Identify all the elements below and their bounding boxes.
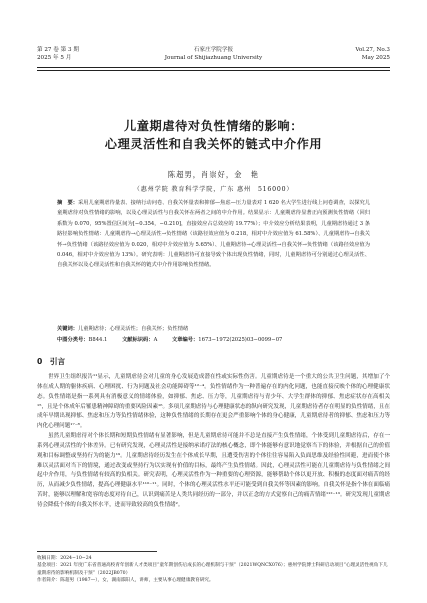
abstract-label: 摘 要： [57, 200, 79, 206]
article-number-label: 文章编号： [172, 337, 199, 343]
body-text [37, 373, 390, 511]
title-line-2: 心理灵活性和自我关怀的链式中介作用 [104, 136, 323, 151]
fund-info: 基金项目：2021 年度广东省普通高校青年创新人才类项目“童年期创伤后成长的心理机制与干预”（2021WQNCX076）；惠州学院博士科研启动项目“心理灵活性视角下儿童期虐待的影响机制及干预”（2022JB070） [37, 563, 388, 576]
keywords-text: 儿童期虐待；心理灵活性；自我关怀；负性情绪 [78, 326, 189, 332]
volume-issue-en [355, 47, 390, 62]
doc-code-value: A [153, 337, 158, 343]
keywords [57, 325, 370, 334]
keywords-label: 关键词： [57, 326, 78, 332]
journal-name [37, 47, 390, 62]
volume-label: 第 27 卷 第 3 期 [37, 47, 79, 53]
clc-label: 中图分类号： [57, 337, 89, 343]
article-title [37, 118, 390, 153]
paragraph: 世界卫生组织报告¹¹显示，儿童期虐待会对儿童的身心发展造成潜在性或实际性伤害。儿童期虐待是一个重大的公共卫生问题，其增加了个体在成人期的躯体疾病、心理困扰、行为问题及社会功能障碍等¹²⁻⁴。负性情绪作为一种普遍存在的内化问题，也能直接反映个体的心理健康状态。负性情绪是指一系列具有消极意义的情绪体验，如抑郁、焦虑、压力等，儿童期虐待与青少年、大学生群体的抑郁、焦虑症状存在高相关¹⁵，且是个体成年后罹患精神障碍的重要风险因素¹⁶。多项儿童期虐待与心理健康状态的纵向研究发现，儿童期虐待者存在明显的负性情绪，且在成年早期出现抑郁、焦虑和压力等负性情绪体验，这种负性情绪的长期存在更会严重影响个体的身心健康，儿童期虐待者的抑郁、焦虑和压力等内化心理问题¹⁷⁻⁸。 [37, 374, 390, 430]
footnote-rule [37, 551, 157, 552]
clc-value: B844.1 [88, 337, 108, 343]
journal-name-cn: 石家庄学院学报 [193, 47, 234, 53]
issue-date: 2025 年 5 月 [37, 54, 72, 61]
paragraph: 虽然儿童期虐待对个体长期和短期负性情绪有显著影响，但是儿童期虐待可能并不总是直接产生负性情绪，个体受到儿童期虐待后，存在一系列心理灵活性的个体差异。已有研究发现，心理灵活性是接纳承诺疗法的核心概念，即个体能够有意识地觉察当下的体验，并根据自己的价值观和目标调整或坚持行为的能力¹⁹。儿童期虐待经历发生在个体成长早期，且遭受伤害的个体往往容易陷入负面思维及经验性回避，进而使个体难以灵活面对当下的情境，通过改变或坚持行为以实现有价值的目标，最终产生负性情绪。因此，心理灵活性可能在儿童期虐待与负性情绪之间起中介作用，与负性情绪有较高的负相关。研究表明，心理灵活性作为一种重要的心理资源，能够帮助个体以更开放、积极的态度面对痛苦的经历，从而减少负性情绪，提高心理健康水平¹¹⁰⁻¹¹。同时，个体的心理灵活性水平还可能受到自我关怀等因素的影响。自我关怀是指个体在面临痛苦时，能够以理解和宽容的态度对待自己，认识到痛苦是人类共同经历的一部分，并以正念的方式觉察自己的痛苦情绪¹¹²⁻¹³。研究发现儿童期虐待会降低个体的自我关怀水平，进而导致较高的负性情绪²。 [37, 433, 390, 508]
header-rule [37, 67, 390, 71]
title-line-1: 儿童期虐待对负性情绪的影响： [123, 119, 304, 133]
issue-date-en: May 2025 [361, 54, 390, 61]
received-date: 收稿日期：2024−10−24 [37, 556, 92, 561]
authors: 陈超男，肖崇好，金 艳 [167, 170, 260, 179]
doc-code-label: 文献标识码： [122, 337, 154, 343]
abstract [57, 198, 370, 271]
affiliation: （惠州学院 教育科学学院，广东 惠州 516000） [133, 186, 294, 193]
volume-label-en: Vol.27, No.3 [355, 47, 390, 53]
footnotes [37, 555, 390, 585]
journal-name-en: Journal of Shijiazhuang University [164, 54, 263, 61]
article-number-value: 1673−1972(2025)03−0099−07 [198, 337, 283, 343]
abstract-text: 采用儿童期虐待量表、接纳行动问卷、自我关怀量表和抑郁—焦虑—压力量表对 1 620 名大学生进行线上问卷调查，以探究儿童期虐待对负性情绪的影响，以及心理灵活性与自我关怀在两者之间的中介作用。结果显示：儿童期虐待显著正向预测负性情绪（回归系数为 0.070，95%置信区间为[−0.354，−0.210]，直接效应占总效应的 19.77%）；中介效应分析结果表明，儿童期虐待通过 3 条路径影响负性情绪：儿童期虐待→心理灵活性→负性情绪（该路径效应值为 0.218，相对中介效应值为 61.58%）、儿童期虐待→自我关怀→负性情绪（该路径效应值为 0.020，相对中介效应值为 5.65%）、儿童期虐待→心理灵活性→自我关怀→负性情绪（该路径效应值为 0.046，相对中介效应值为 13%）。研究表明：儿童期虐待可直接导致个体出现负性情绪，同时，儿童期虐待可分别通过心理灵活性、自我关怀以及心理灵活性和自我关怀的链式中介作用影响负性情绪。 [57, 200, 370, 269]
section-heading: 0 引言 [37, 357, 66, 366]
author-bio: 作者简介：陈超男（1987—），女，湖南邵阳人，讲师，主要从事心理健康教育研究。 [37, 578, 214, 584]
running-header [37, 47, 390, 65]
classification-line [57, 336, 370, 345]
